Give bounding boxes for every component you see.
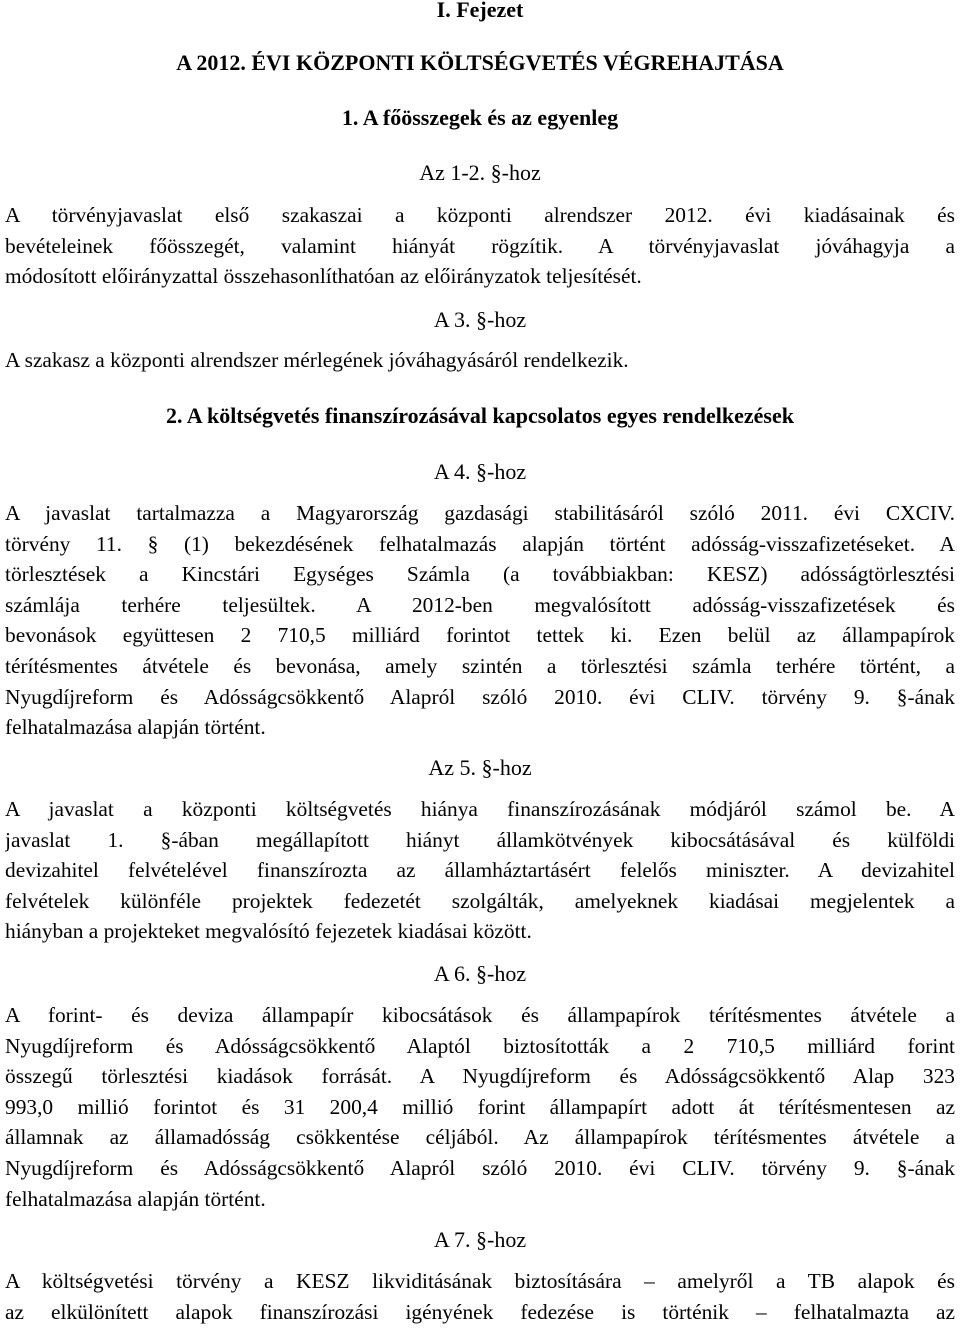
- paragraph-line: hiányban a projekteket megvalósító fejezetek kiadásai között.: [5, 919, 532, 944]
- paragraph-line: 993,0 millió forintot és 31 200,4 millió forint állampapírt adott át térítésmentesen az: [5, 1094, 955, 1119]
- paragraph-line: bevételeinek főösszegét, valamint hiányát rögzítik. A törvényjavaslat jóváhagyja a: [5, 233, 955, 258]
- paragraph-line: A költségvetési törvény a KESZ likviditásának biztosítására – amelyről a TB alapok és: [5, 1269, 955, 1293]
- paragraph-5: [5, 1000, 955, 1214]
- paragraph-6: [5, 1266, 955, 1327]
- paragraph-line: az elkülönített alapok finanszírozási igényének fedezése is történik – felhatalmazta az: [5, 1299, 955, 1324]
- section-ref-1-2: Az 1-2. §-hoz: [419, 160, 541, 185]
- section-ref-5: Az 5. §-hoz: [428, 755, 532, 780]
- chapter-heading: I. Fejezet: [436, 0, 524, 22]
- paragraph-4: [5, 794, 955, 947]
- main-title: A 2012. ÉVI KÖZPONTI KÖLTSÉGVETÉS VÉGREHAJTÁSA: [176, 50, 784, 75]
- paragraph-line: Nyugdíjreform és Adósságcsökkentő Alapról szóló 2010. évi CLIV. törvény 9. §-ának: [5, 1155, 955, 1180]
- section-ref-7: A 7. §-hoz: [433, 1227, 527, 1252]
- paragraph-line: A javaslat a központi költségvetés hiánya finanszírozásának módjáról számol be. A: [5, 797, 955, 821]
- paragraph-line: törvény 11. § (1) bekezdésének felhatalmazás alapján történt adósság-visszafizetéseket. A: [5, 531, 955, 556]
- paragraph-line: államnak az államadósság csökkentése céljából. Az állampapírok térítésmentes átvétele a: [5, 1125, 955, 1150]
- paragraph-line: devizahitel felvételével finanszírozta az államháztartásért felelős miniszter. A devizahitel: [5, 858, 955, 883]
- paragraph-line: számlája terhére teljesültek. A 2012-ben megvalósított adósság-visszafizetések és: [5, 592, 955, 617]
- paragraph-line: térítésmentes átvétele és bevonása, amely szintén a törlesztési számla terhére történt, a: [5, 653, 955, 678]
- paragraph-line: javaslat 1. §-ában megállapított hiányt államkötvények kibocsátásával és külföldi: [5, 827, 955, 852]
- paragraph-line: törlesztések a Kincstári Egységes Számla (a továbbiakban: KESZ) adósságtörlesztési: [5, 562, 955, 587]
- paragraph-line: felhatalmazása alapján történt.: [5, 715, 266, 740]
- paragraph-line: A forint- és deviza állampapír kibocsátások és állampapírok térítésmentes átvétele a: [5, 1003, 955, 1027]
- paragraph-1: [5, 200, 955, 292]
- paragraph-2: [5, 345, 955, 376]
- paragraph-line: A törvényjavaslat első szakaszai a központi alrendszer 2012. évi kiadásainak és: [5, 203, 955, 227]
- paragraph-3: [5, 498, 955, 743]
- paragraph-line: A szakasz a központi alrendszer mérlegének jóváhagyásáról rendelkezik.: [5, 348, 629, 372]
- paragraph-line: A javaslat tartalmazza a Magyarország gazdasági stabilitásáról szóló 2011. évi CXCIV.: [5, 501, 955, 525]
- section-1-title: 1. A főösszegek és az egyenleg: [341, 105, 619, 130]
- paragraph-line: bevonások együttesen 2 710,5 milliárd forintot tettek ki. Ezen belül az állampapírok: [5, 623, 955, 648]
- paragraph-line: módosított előirányzattal összehasonlíthatóan az előirányzatok teljesítését.: [5, 264, 642, 289]
- section-2-title: 2. A költségvetés finanszírozásával kapcsolatos egyes rendelkezések: [166, 403, 794, 428]
- paragraph-line: Nyugdíjreform és Adósságcsökkentő Alapról szóló 2010. évi CLIV. törvény 9. §-ának: [5, 684, 955, 709]
- section-ref-3: A 3. §-hoz: [433, 307, 527, 332]
- section-ref-6: A 6. §-hoz: [433, 961, 527, 986]
- paragraph-line: Nyugdíjreform és Adósságcsökkentő Alaptól biztosították a 2 710,5 milliárd forint: [5, 1033, 955, 1058]
- paragraph-line: felhatalmazása alapján történt.: [5, 1186, 266, 1211]
- paragraph-line: felvételek különféle projektek fedezetét szolgálták, amelyeknek kiadásai megjelentek a: [5, 888, 955, 913]
- paragraph-line: összegű törlesztési kiadások forrását. A Nyugdíjreform és Adósságcsökkentő Alap 323: [5, 1064, 955, 1089]
- section-ref-4: A 4. §-hoz: [433, 459, 527, 484]
